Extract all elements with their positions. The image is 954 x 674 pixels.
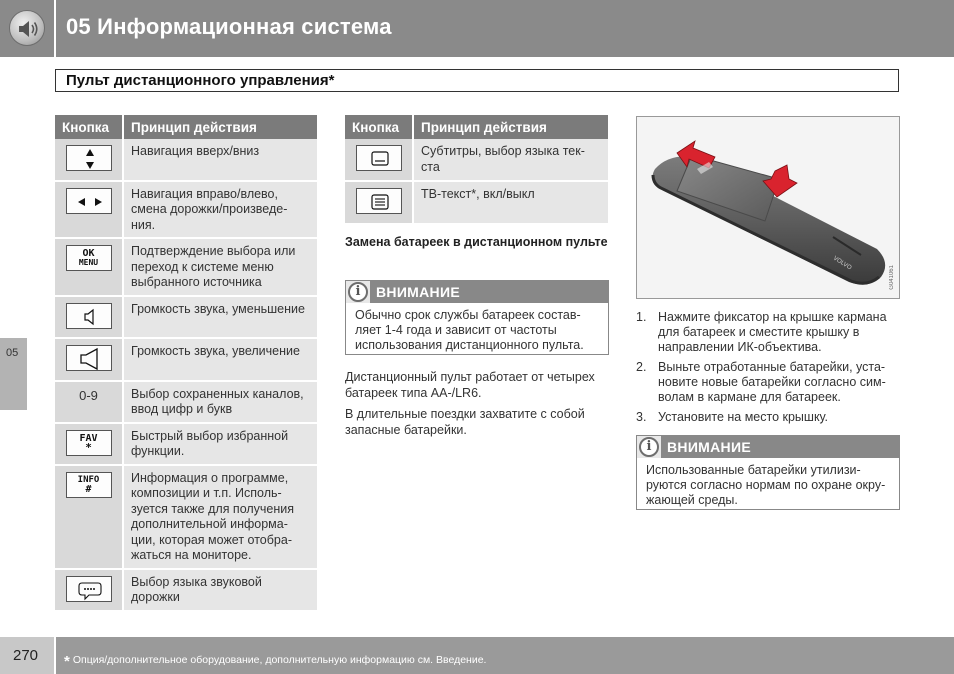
- notice-text: Использованные батарейки утилизи-руются согласно нормам по охране окру-жающей среды.: [646, 463, 886, 507]
- col-header-action: Принцип действия: [413, 115, 608, 139]
- chapter-number: 05: [6, 347, 19, 359]
- footer-note: * Опция/дополнительное оборудование, дополнительную информацию см. Введение.: [64, 653, 487, 670]
- info-key: INFO #: [66, 472, 112, 498]
- table-row: [55, 338, 317, 381]
- row-text: Громкость звука, увеличение: [123, 338, 317, 381]
- table-row: [55, 569, 317, 612]
- row-text: Быстрый выбор избранной функции.: [123, 423, 317, 465]
- row-text: Навигация вправо/влево, смена дорожки/произведе-ния.: [123, 181, 317, 239]
- row-text: Информация о программе, композиции и т.п. Исполь-зуется также для получения дополнительной информа-ции, которая может отобра-жаться на мониторе.: [123, 465, 317, 569]
- arrow-up-down-icon: [66, 145, 112, 171]
- brand-label: VOLVO: [831, 255, 853, 272]
- table-row: [55, 238, 317, 296]
- list-item: 1. Нажмите фиксатор на крышке кармана для батареек и сместите крышку в направлении ИК-объектива.: [636, 310, 887, 354]
- notice-box-2: [636, 435, 900, 510]
- arrow-left-right-icon: [66, 188, 112, 214]
- speech-bubble-icon: [66, 576, 112, 602]
- volume-down-icon: [66, 303, 112, 329]
- footnote-star: *: [64, 653, 70, 670]
- step-text: Установите на место крышку.: [658, 410, 829, 424]
- battery-paragraph-1: Дистанционный пульт работает от четырех батареек типа AA-/LR6.: [345, 370, 595, 400]
- page-title: 05 Информационная система: [66, 14, 392, 39]
- fav-key: FAV *: [66, 430, 112, 456]
- notice-title: ВНИМАНИЕ: [376, 284, 460, 300]
- battery-paragraph-2: В длительные поездки захватите с собой запасные батарейки.: [345, 407, 585, 437]
- digits-key: 0-9: [79, 387, 98, 403]
- header-icon-box: [0, 0, 54, 57]
- list-item: 3. Установите на место крышку.: [636, 410, 829, 424]
- remote-buttons-table-right: [345, 115, 608, 225]
- remote-buttons-table-left: [55, 115, 317, 612]
- notice-header: [346, 281, 608, 303]
- table-row: [55, 381, 317, 423]
- page-number-box: [0, 637, 54, 674]
- table-row: [55, 423, 317, 465]
- col-header-action: Принцип действия: [123, 115, 317, 139]
- volume-up-icon: [66, 345, 112, 371]
- notice-text: Обычно срок службы батареек состав-ляет 1-4 года и зависит от частоты использования дистанционного пульта.: [355, 308, 584, 352]
- row-text: ТВ-текст*, вкл/выкл: [413, 181, 608, 224]
- table-row: [345, 181, 608, 224]
- table-row: [55, 465, 317, 569]
- row-text: Субтитры, выбор языка тек-ста: [413, 139, 608, 181]
- row-text: Выбор сохраненных каналов, ввод цифр и букв: [123, 381, 317, 423]
- row-text: Громкость звука, уменьшение: [123, 296, 317, 339]
- row-text: Выбор языка звуковой дорожки: [123, 569, 317, 612]
- col-header-button: Кнопка: [55, 115, 123, 139]
- row-text: Навигация вверх/вниз: [123, 139, 317, 181]
- table-row: [55, 181, 317, 239]
- col-header-button: Кнопка: [345, 115, 413, 139]
- teletext-icon: [356, 188, 402, 214]
- notice-header: [637, 436, 899, 458]
- table-row: [345, 139, 608, 181]
- chapter-side-tab: [0, 338, 27, 410]
- step-text: Выньте отработанные батарейки, уста-новите новые батарейки согласно сим-волам в кармане для батареек.: [658, 360, 886, 404]
- remote-control-image: [637, 117, 900, 299]
- table-row: [55, 296, 317, 339]
- notice-box-1: [345, 280, 609, 355]
- notice-title: ВНИМАНИЕ: [667, 439, 751, 455]
- table-row: [55, 139, 317, 181]
- figure-code: G041061: [889, 265, 895, 290]
- list-item: 2. Выньте отработанные батарейки, уста-новите новые батарейки согласно сим-волам в кармане для батареек.: [636, 360, 886, 404]
- speaker-icon: [9, 10, 45, 46]
- section-title: Пульт дистанционного управления*: [55, 69, 899, 92]
- battery-heading: Замена батареек в дистанционном пульте: [345, 235, 608, 249]
- ok-menu-key: OK MENU: [66, 245, 112, 271]
- subtitles-icon: [356, 145, 402, 171]
- info-icon: i: [348, 282, 368, 302]
- battery-steps-list: [636, 310, 900, 430]
- page-number: 270: [13, 647, 39, 664]
- info-icon: i: [639, 437, 659, 457]
- remote-battery-illustration: [636, 116, 900, 299]
- footer-bar: [56, 637, 954, 674]
- page-header: [0, 0, 954, 57]
- step-text: Нажмите фиксатор на крышке кармана для батареек и сместите крышку в направлении ИК-объектива.: [658, 310, 887, 354]
- row-text: Подтверждение выбора или переход к системе меню выбранного источника: [123, 238, 317, 296]
